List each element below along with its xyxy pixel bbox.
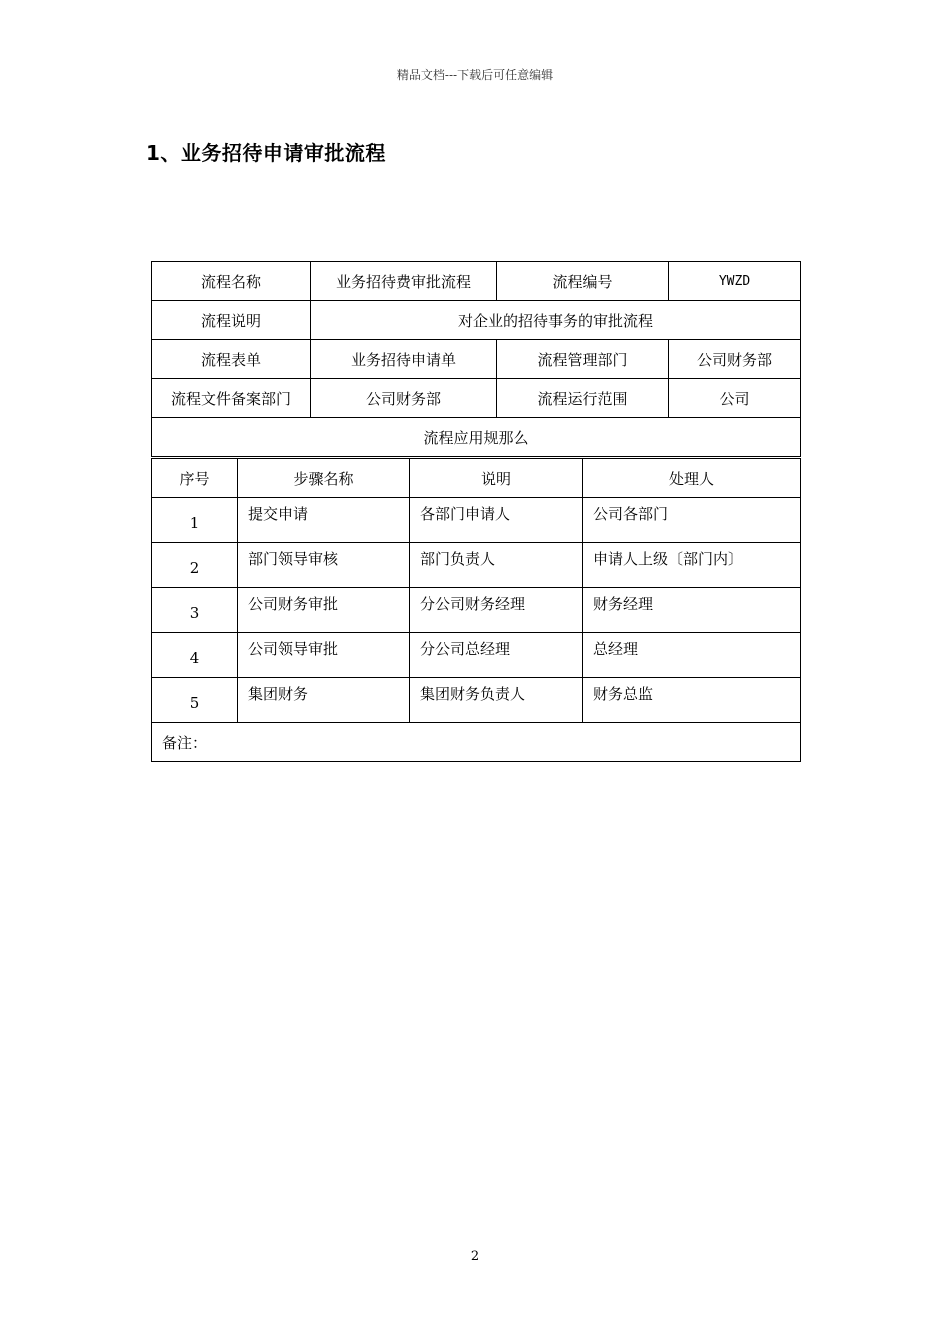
process-form-label: 流程表单 (152, 340, 311, 379)
process-info-table (151, 261, 801, 457)
table-header-row (152, 459, 801, 498)
process-mgmt-value: 公司财务部 (669, 340, 801, 379)
step-name: 提交申请 (238, 498, 410, 543)
process-scope-value: 公司 (669, 379, 801, 418)
step-no: 4 (152, 633, 238, 678)
table-row (152, 262, 801, 301)
step-desc: 各部门申请人 (410, 498, 583, 543)
step-name: 公司财务审批 (238, 588, 410, 633)
step-handler: 财务经理 (583, 588, 801, 633)
table-row (152, 340, 801, 379)
step-name: 部门领导审核 (238, 543, 410, 588)
step-desc: 集团财务负责人 (410, 678, 583, 723)
process-rules-label: 流程应用规那么 (152, 418, 801, 457)
step-desc: 分公司财务经理 (410, 588, 583, 633)
step-name: 公司领导审批 (238, 633, 410, 678)
table-row (152, 543, 801, 588)
process-name-value: 业务招待费审批流程 (311, 262, 497, 301)
step-no: 3 (152, 588, 238, 633)
table-row (152, 498, 801, 543)
process-desc-label: 流程说明 (152, 301, 311, 340)
step-handler: 财务总监 (583, 678, 801, 723)
process-form-value: 业务招待申请单 (311, 340, 497, 379)
step-no: 1 (152, 498, 238, 543)
table-row (152, 418, 801, 457)
process-code-label: 流程编号 (497, 262, 669, 301)
header-no: 序号 (152, 459, 238, 498)
table-row (152, 301, 801, 340)
note-label: 备注： (152, 723, 801, 762)
step-handler: 总经理 (583, 633, 801, 678)
step-no: 5 (152, 678, 238, 723)
table-row (152, 379, 801, 418)
step-handler: 公司各部门 (583, 498, 801, 543)
step-desc: 部门负责人 (410, 543, 583, 588)
process-file-label: 流程文件备案部门 (152, 379, 311, 418)
table-row (152, 588, 801, 633)
header-desc: 说明 (410, 459, 583, 498)
step-desc: 分公司总经理 (410, 633, 583, 678)
table-row (152, 678, 801, 723)
step-no: 2 (152, 543, 238, 588)
process-code-value: YWZD (669, 262, 801, 301)
header-step-name: 步骤名称 (238, 459, 410, 498)
process-mgmt-label: 流程管理部门 (497, 340, 669, 379)
table-row (152, 723, 801, 762)
section-title: 1、业务招待申请审批流程 (146, 141, 386, 165)
page-number: 2 (470, 1249, 480, 1264)
page-header: 精品文档---下载后可任意编辑 (396, 68, 554, 82)
process-desc-value: 对企业的招待事务的审批流程 (311, 301, 801, 340)
step-name: 集团财务 (238, 678, 410, 723)
header-handler: 处理人 (583, 459, 801, 498)
step-handler: 申请人上级〔部门内〕 (583, 543, 801, 588)
process-scope-label: 流程运行范围 (497, 379, 669, 418)
table-row (152, 633, 801, 678)
process-file-value: 公司财务部 (311, 379, 497, 418)
process-steps-table (151, 458, 801, 762)
process-name-label: 流程名称 (152, 262, 311, 301)
